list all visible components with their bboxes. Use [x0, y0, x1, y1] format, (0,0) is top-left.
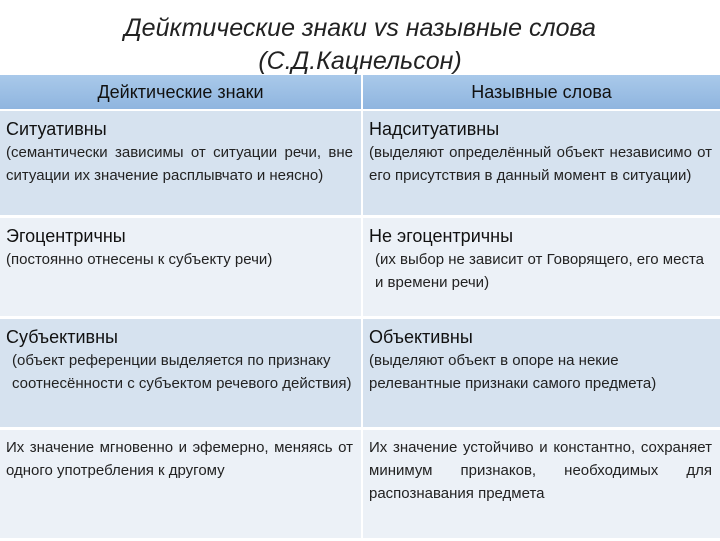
cell-heading: Эгоцентричны: [6, 226, 126, 246]
table-cell-right: [362, 429, 720, 540]
table-cell-right: [362, 217, 720, 318]
comparison-table: [0, 75, 720, 541]
table-cell-left: [0, 217, 362, 318]
cell-heading: Субъективны: [6, 327, 118, 347]
title-line-2: (С.Д.Кацнельсон): [258, 47, 462, 75]
cell-description: (их выбор не зависит от Говорящего, его места и времени речи): [375, 251, 704, 291]
cell-heading: Ситуативны: [6, 119, 107, 139]
table-row: [0, 110, 720, 217]
table-header-row: [0, 75, 720, 110]
table-cell-left: [0, 110, 362, 217]
table-row: [0, 318, 720, 429]
cell-description: (выделяют объект в опоре на некие релевантные признаки самого предмета): [369, 352, 657, 392]
cell-description: (объект референции выделяется по признаку соотнесённости с субъектом речевого действия): [12, 352, 352, 392]
table-cell-left: [0, 429, 362, 540]
cell-description: (постоянно отнесены к субъекту речи): [6, 251, 273, 268]
cell-description: Их значение устойчиво и константно, сохраняет минимум признаков, необходимых для распознавания предмета: [369, 439, 712, 502]
table-cell-right: [362, 110, 720, 217]
cell-heading: Надситуативны: [369, 119, 500, 139]
header-deictic-signs: Дейктические знаки: [0, 75, 362, 110]
title-line-1: Дейктические знаки vs назывные слова: [124, 14, 596, 42]
header-naming-words: Назывные слова: [362, 75, 720, 110]
table-row: [0, 429, 720, 540]
table-cell-left: [0, 318, 362, 429]
slide-title: [0, 12, 720, 78]
table-cell-right: [362, 318, 720, 429]
cell-description: Их значение мгновенно и эфемерно, меняясь от одного употребления к другому: [6, 439, 353, 479]
table-row: [0, 217, 720, 318]
cell-heading: Объективны: [369, 327, 473, 347]
cell-description: (семантически зависимы от ситуации речи, вне ситуации их значение расплывчато и неясно): [6, 144, 353, 184]
cell-heading: Не эгоцентричны: [369, 226, 513, 246]
cell-description: (выделяют определённый объект независимо от его присутствия в данный момент в ситуации): [369, 144, 712, 184]
